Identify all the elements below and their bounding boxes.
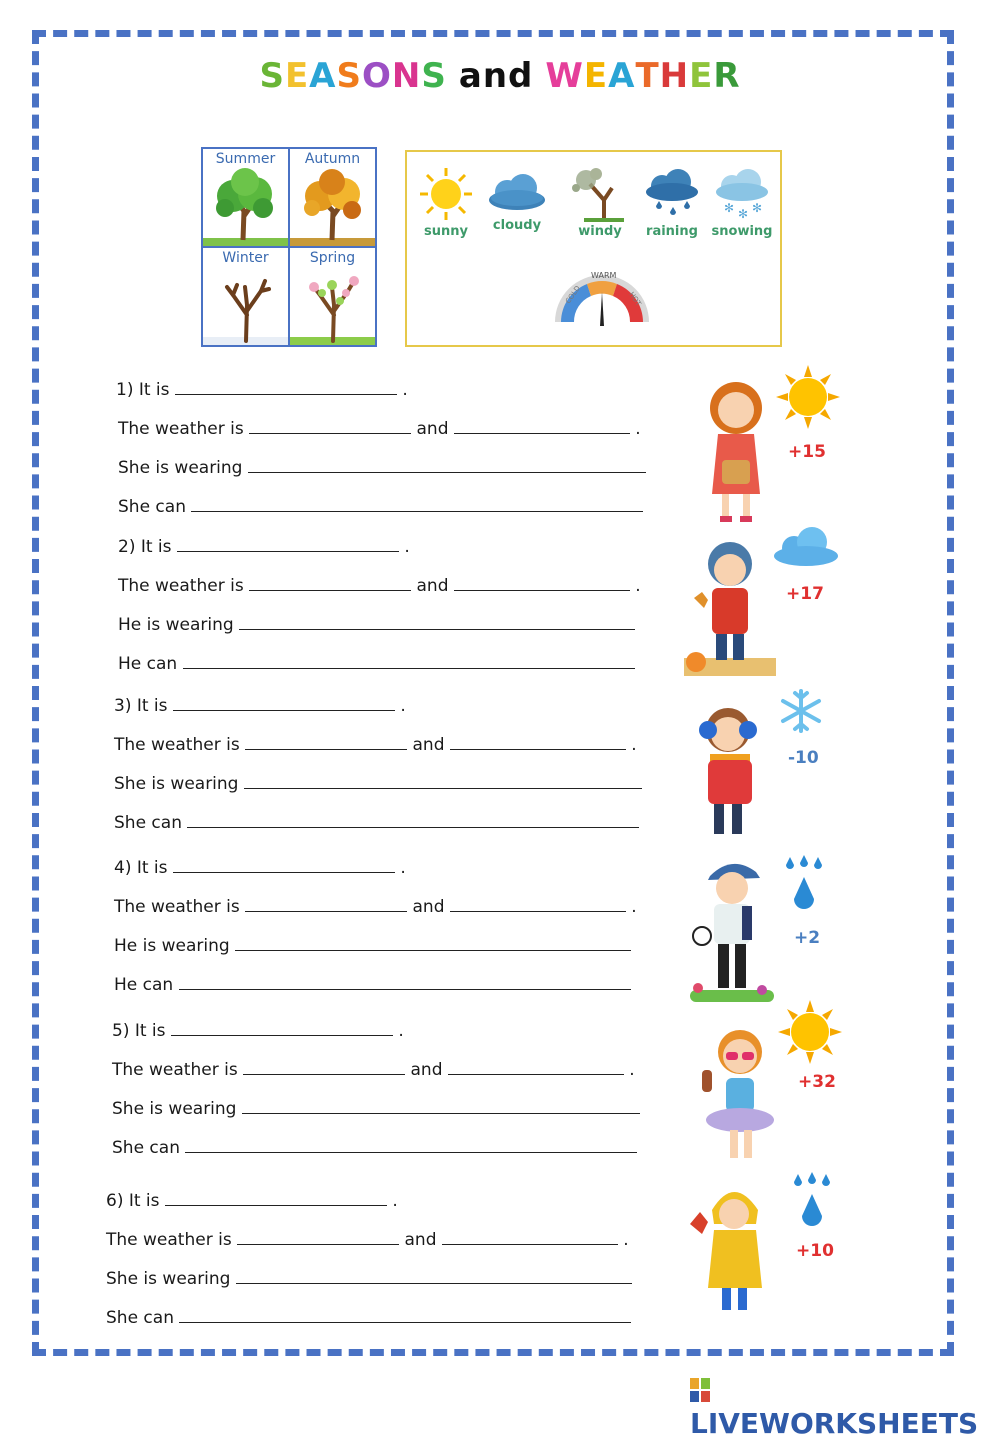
can-prompt: She can [106, 1308, 174, 1328]
can-prompt: She can [112, 1138, 180, 1158]
and-word: and [412, 897, 445, 917]
exercise-6-line-2 [106, 1230, 629, 1250]
exercise-6-line-3 [106, 1269, 632, 1289]
title-weather-letter: W [545, 56, 584, 96]
wearing-prompt: He is wearing [118, 615, 234, 635]
and-word: and [404, 1230, 437, 1250]
exercise-3-line-1 [114, 696, 406, 716]
wearing-prompt: She is wearing [118, 458, 243, 478]
temperature-label: +32 [798, 1072, 836, 1092]
raindrops-icon [784, 855, 824, 917]
answer-blank[interactable] [450, 735, 626, 750]
worksheet-title [0, 56, 1000, 96]
weather-sunny-label: sunny [424, 224, 468, 239]
title-and-word: and [458, 56, 534, 96]
answer-blank[interactable] [165, 1191, 387, 1206]
rain-cloud-icon [642, 166, 702, 222]
wearing-prompt: She is wearing [114, 774, 239, 794]
exercise-5-line-4 [112, 1138, 637, 1158]
girl-raincoat-illustration [686, 1180, 782, 1318]
answer-blank[interactable] [442, 1230, 618, 1245]
period: . [392, 1191, 398, 1211]
answer-blank[interactable] [245, 735, 407, 750]
period: . [400, 696, 406, 716]
weather-snowing [707, 166, 777, 256]
weather-snowing-label: snowing [711, 224, 773, 239]
seasons-panel [201, 147, 377, 347]
exercise-4-line-1 [114, 858, 406, 878]
exercise-number: 4) It is [114, 858, 168, 878]
answer-blank[interactable] [454, 576, 630, 591]
title-seasons-letter: E [284, 56, 310, 96]
svg-text:✻: ✻ [738, 207, 749, 221]
winter-tree-icon [203, 265, 289, 345]
weather-prompt: The weather is [118, 576, 244, 596]
exercise-3-line-4 [114, 813, 639, 833]
answer-blank[interactable] [183, 654, 635, 669]
svg-text:✻: ✻ [724, 201, 735, 215]
title-seasons-letter: S [259, 56, 285, 96]
period: . [635, 576, 641, 596]
title-weather-letter: R [713, 56, 741, 96]
answer-blank[interactable] [236, 1269, 632, 1284]
season-summer [202, 148, 289, 247]
weather-prompt: The weather is [114, 735, 240, 755]
sun-icon [418, 166, 474, 222]
wearing-prompt: She is wearing [112, 1099, 237, 1119]
windy-tree-icon [570, 166, 630, 222]
brand-text: LIVEWORKSHEETS [690, 1407, 979, 1440]
and-word: and [416, 419, 449, 439]
season-winter [202, 247, 289, 346]
answer-blank[interactable] [171, 1021, 393, 1036]
exercise-3-line-3 [114, 774, 642, 794]
boy-autumn-jacket-illustration [684, 538, 776, 676]
temperature-label: +15 [788, 442, 826, 462]
temperature-label: +17 [786, 584, 824, 604]
gauge-cold-label: COLD [564, 284, 582, 306]
title-weather-letter: H [659, 56, 690, 96]
cloud-icon [772, 524, 840, 568]
season-spring-label: Spring [309, 250, 356, 266]
girl-winter-coat-illustration [688, 700, 776, 840]
gauge-hot-label: HOT [627, 290, 643, 308]
and-word: and [412, 735, 445, 755]
weather-prompt: The weather is [118, 419, 244, 439]
title-weather-letter: A [608, 56, 636, 96]
svg-text:✻: ✻ [752, 201, 763, 215]
answer-blank[interactable] [177, 537, 399, 552]
raindrops-icon [792, 1172, 832, 1234]
exercise-1-line-4 [118, 497, 643, 517]
title-seasons-letter: N [391, 56, 422, 96]
can-prompt: She can [114, 813, 182, 833]
exercise-number: 2) It is [118, 537, 172, 557]
exercise-1-line-2 [118, 419, 641, 439]
period: . [398, 1021, 404, 1041]
title-weather-word [545, 56, 740, 96]
sun-icon [776, 365, 840, 429]
snowflake-icon [778, 688, 824, 734]
title-seasons-letter: S [336, 56, 362, 96]
exercise-2-line-2 [118, 576, 641, 596]
can-prompt: He can [114, 975, 174, 995]
period: . [400, 858, 406, 878]
exercise-1-line-3 [118, 458, 646, 478]
answer-blank[interactable] [173, 696, 395, 711]
season-winter-label: Winter [222, 250, 269, 266]
exercise-2-line-1 [118, 537, 410, 557]
answer-blank[interactable] [450, 897, 626, 912]
exercise-4-line-3 [114, 936, 631, 956]
exercise-6-line-4 [106, 1308, 631, 1328]
exercise-number: 3) It is [114, 696, 168, 716]
answer-blank[interactable] [179, 975, 631, 990]
answer-blank[interactable] [173, 858, 395, 873]
exercise-2-line-3 [118, 615, 635, 635]
title-seasons-letter: A [309, 56, 337, 96]
answer-blank[interactable] [235, 936, 631, 951]
temperature-label: +10 [796, 1241, 834, 1261]
title-weather-letter: E [689, 56, 714, 96]
and-word: and [416, 576, 449, 596]
girl-summer-dress-illustration [700, 378, 772, 524]
temperature-label: -10 [788, 748, 819, 768]
weather-panel [405, 150, 782, 347]
gauge-warm-label: WARM [591, 271, 617, 280]
answer-blank[interactable] [244, 774, 642, 789]
season-spring [289, 247, 376, 346]
period: . [623, 1230, 629, 1250]
autumn-tree-icon [290, 166, 376, 246]
period: . [402, 380, 408, 400]
period: . [635, 419, 641, 439]
weather-prompt: The weather is [106, 1230, 232, 1250]
can-prompt: He can [118, 654, 178, 674]
weather-raining-label: raining [646, 224, 698, 239]
answer-blank[interactable] [175, 380, 397, 395]
exercise-3-line-2 [114, 735, 637, 755]
season-summer-label: Summer [215, 151, 276, 167]
exercise-1-line-1 [116, 380, 408, 400]
exercise-5-line-2 [112, 1060, 635, 1080]
weather-windy-label: windy [578, 224, 622, 239]
title-seasons-letter: O [362, 56, 392, 96]
period: . [404, 537, 410, 557]
exercise-number: 5) It is [112, 1021, 166, 1041]
answer-blank[interactable] [249, 576, 411, 591]
liveworksheets-logo-icon [690, 1378, 710, 1402]
weather-cloudy-label: cloudy [492, 218, 542, 233]
sun-icon [778, 1000, 842, 1064]
spring-tree-icon [290, 265, 376, 345]
answer-blank[interactable] [185, 1138, 637, 1153]
exercise-6-line-1 [106, 1191, 398, 1211]
answer-blank[interactable] [249, 419, 411, 434]
exercise-2-line-4 [118, 654, 635, 674]
answer-blank[interactable] [237, 1230, 399, 1245]
period: . [629, 1060, 635, 1080]
answer-blank[interactable] [191, 497, 643, 512]
period: . [631, 897, 637, 917]
title-seasons-letter: S [421, 56, 447, 96]
girl-summer-swim-ring-illustration [700, 1022, 778, 1162]
answer-blank[interactable] [245, 897, 407, 912]
answer-blank[interactable] [179, 1308, 631, 1323]
answer-blank[interactable] [454, 419, 630, 434]
answer-blank[interactable] [239, 615, 635, 630]
weather-windy [565, 166, 635, 256]
answer-blank[interactable] [248, 458, 646, 473]
answer-blank[interactable] [243, 1060, 405, 1075]
title-weather-letter: E [583, 56, 609, 96]
exercise-number: 1) It is [116, 380, 170, 400]
boy-spring-backpack-illustration [686, 856, 778, 1006]
exercise-number: 6) It is [106, 1191, 160, 1211]
answer-blank[interactable] [448, 1060, 624, 1075]
liveworksheets-brand [690, 1374, 1000, 1440]
and-word: and [410, 1060, 443, 1080]
title-weather-letter: T [635, 56, 660, 96]
exercise-5-line-1 [112, 1021, 404, 1041]
wearing-prompt: She is wearing [106, 1269, 231, 1289]
weather-sunny [411, 166, 481, 256]
cloud-icon [485, 166, 549, 216]
exercise-5-line-3 [112, 1099, 640, 1119]
wearing-prompt: He is wearing [114, 936, 230, 956]
weather-raining [637, 166, 707, 256]
exercise-4-line-4 [114, 975, 631, 995]
thermometer-gauge-icon [547, 264, 657, 334]
weather-prompt: The weather is [112, 1060, 238, 1080]
season-autumn-label: Autumn [304, 151, 361, 167]
exercise-4-line-2 [114, 897, 637, 917]
season-autumn [289, 148, 376, 247]
weather-prompt: The weather is [114, 897, 240, 917]
summer-tree-icon [203, 166, 289, 246]
temperature-label: +2 [794, 928, 821, 948]
can-prompt: She can [118, 497, 186, 517]
answer-blank[interactable] [242, 1099, 640, 1114]
title-seasons-word [259, 56, 446, 96]
weather-cloudy [482, 166, 552, 256]
period: . [631, 735, 637, 755]
snow-cloud-icon [712, 166, 772, 222]
answer-blank[interactable] [187, 813, 639, 828]
